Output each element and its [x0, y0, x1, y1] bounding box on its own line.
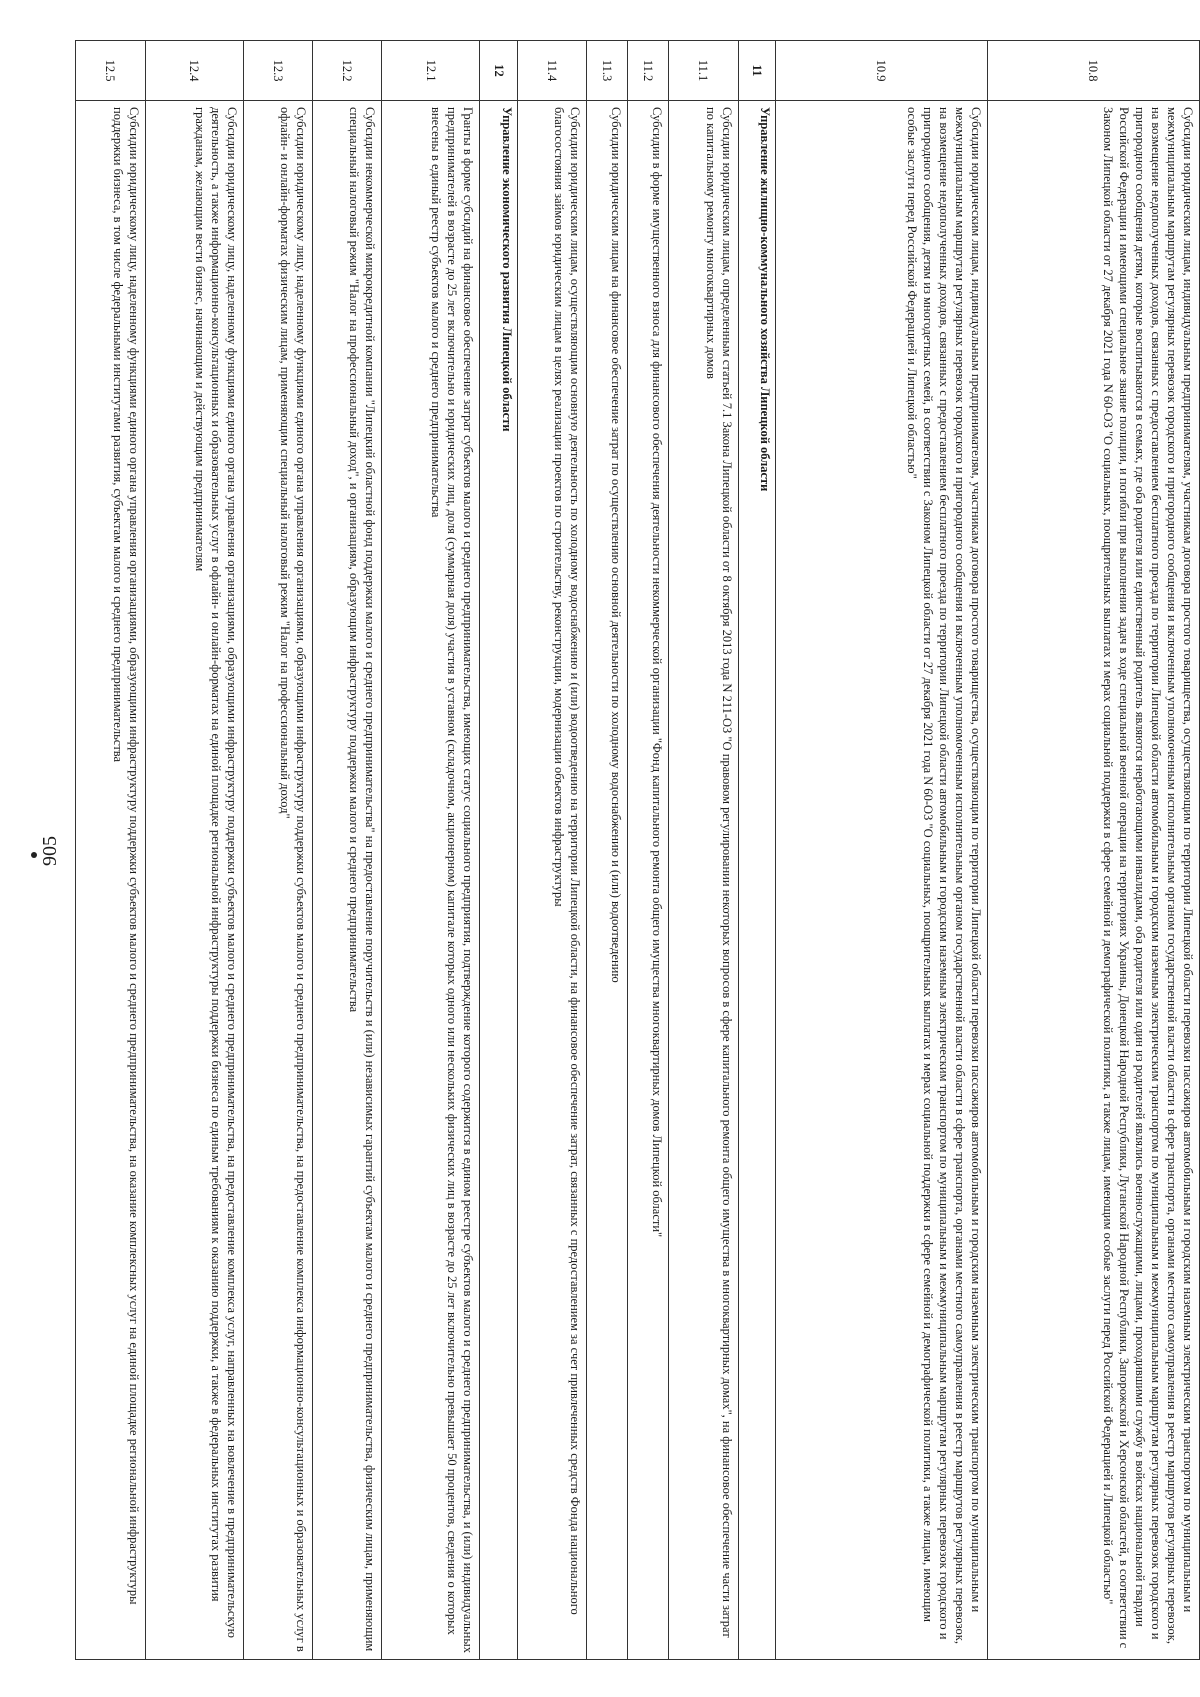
row-text: Субсидии юридическим лицам, осуществляющим основную деятельность по холодному водоснабжению и (или) водоотведению на территории Липецкой области, на финансовое обеспечение затрат, связанных с предоставлением за счет привлеченных средств Фонда национального благосостояния займов юридическим лицам в целях реализации проектов по строительству, реконструкции, модернизации объектов инфраструктуры: [517, 101, 586, 1660]
table-row: [313, 41, 382, 1660]
table-row: [517, 41, 586, 1660]
row-number: 10.9: [776, 41, 988, 101]
row-text: Субсидии юридическим лицам, индивидуальным предпринимателям, участникам договора простого товарищества, осуществляющим по территории Липецкой области перевозки пассажиров автомобильным и городским наземным электрическим транспортом по муниципальным и межмуниципальным маршрутам регулярных перевозок городского и пригородного сообщения и включенным уполномоченным исполнительным органом государственной власти области в сфере транспорта, органами местного самоуправления в реестр маршрутов регулярных перевозок, на возмещение недополученных доходов, связанных с предоставлением бесплатного проезда по территории Липецкой области автомобильным и городским наземным электрическим транспортом по муниципальным и межмуниципальным маршрутам регулярных перевозок городского и пригородного сообщения детям, которые воспитываются в семьях, где оба родителя или единственный родитель являются неработающими инвалидами, оба родителя или один из родителей являлись военнослужащими, лицами, проходившими службу в войсках национальной гвардии Российской Федерации и имеющими специальное звание полиции, и погибли при выполнении задач в ходе специальной военной операции на территориях Украины, Донецкой Народной Республики, Луганской Народной Республики, Запорожской и Херсонской областей, в соответствии с Законом Липецкой области от 27 декабря 2021 года N 60-ОЗ "О социальных, поощрительных выплатах и мерах социальной поддержки в сфере семейной и демографической политики, а также лицам, имеющим особые заслуги перед Российской Федерацией и Липецкой областью": [988, 101, 1200, 1660]
row-number: 11.3: [587, 41, 628, 101]
row-text: Субсидии юридическим лицам, индивидуальным предпринимателям, участникам договора простого товарищества, осуществляющим по территории Липецкой области перевозки пассажиров автомобильным и городским наземным электрическим транспортом по муниципальным и межмуниципальным маршрутам регулярных перевозок городского и пригородного сообщения и включенным уполномоченным исполнительным органом государственной власти области в сфере транспорта, органами местного самоуправления в реестр маршрутов регулярных перевозок, на возмещение недополученных доходов, связанных с предоставлением бесплатного проезда по территории Липецкой области автомобильным и городским наземным электрическим транспортом по муниципальным и межмуниципальным маршрутам регулярных перевозок городского и пригородного сообщения, детям из многодетных семей, в соответствии с Законом Липецкой области от 27 декабря 2021 года N 60-ОЗ "О социальных, поощрительных выплатах и мерах социальной поддержки в сфере семейной и демографической политики, а также лицам, имеющим особые заслуги перед Российской Федерацией и Липецкой областью": [776, 101, 988, 1660]
section-title: Управление жилищно-коммунального хозяйства Липецкой области: [738, 101, 775, 1660]
subsidies-table: [75, 40, 1200, 1660]
table-row: [587, 41, 628, 1660]
table-row: [382, 41, 480, 1660]
row-text: Субсидии юридическому лицу, наделенному функциями единого органа управления организациями, образующими инфраструктуру поддержки субъектов малого и среднего предпринимательства, на предоставление комплекса услуг, направленных на вовлечение в предпринимательскую деятельность, а также информационно-консультационных и образовательных услуг в офлайн- и онлайн-форматах на единой площадке региональной инфраструктуры поддержки бизнеса по единым требованиям к оказанию поддержки, а также в федеральных институтах развития гражданам, желающим вести бизнес, начинающим и действующим предпринимателям: [145, 101, 243, 1660]
page-number: 905: [39, 836, 61, 866]
row-text: Гранты в форме субсидий на финансовое обеспечение затрат субъектов малого и среднего предпринимательства, имеющих статус социального предприятия, подтверждение которого содержится в едином реестре субъектов малого и среднего предпринимательства, и (или) индивидуальных предпринимателей в возрасте до 25 лет включительно и юридических лиц, доля (суммарная доля) участия в уставном (складочном, акционерном) капитале которых одного или нескольких физических лиц в возрасте до 25 лет включительно превышает 50 процентов, сведения о которых внесены в единый реестр субъектов малого и среднего предпринимательства: [382, 101, 480, 1660]
row-number: 12.2: [313, 41, 382, 101]
row-number: 12.3: [243, 41, 312, 101]
table-row: [628, 41, 669, 1660]
row-text: Субсидии юридическим лицам на финансовое обеспечение затрат по осуществлению основной деятельности по холодному водоснабжению и (или) водоотведению: [587, 101, 628, 1660]
table-row: [145, 41, 243, 1660]
rotated-table-container: [75, 40, 1200, 1660]
table-row: [669, 41, 738, 1660]
table-row: [76, 41, 146, 1660]
row-number: 11: [738, 41, 775, 101]
row-number: 11.2: [628, 41, 669, 101]
row-text: Субсидии некоммерческой микрокредитной компании "Липецкий областной фонд поддержки малого и среднего предпринимательства" на предоставление поручительств и (или) независимых гарантий субъектам малого и среднего предпринимательства, физическим лицам, применяющим специальный налоговый режим "Налог на профессиональный доход", и организациям, образующим инфраструктуру поддержки малого и среднего предпринимательства: [313, 101, 382, 1660]
row-number: 12.4: [145, 41, 243, 101]
table-section-row: [738, 41, 775, 1660]
table-body: [76, 41, 1200, 1660]
row-number: 12.1: [382, 41, 480, 101]
table-row: [988, 41, 1200, 1660]
section-title: Управление экономического развития Липецкой области: [480, 101, 517, 1660]
row-number: 12.5: [76, 41, 146, 101]
row-text: Субсидии в форме имущественного взноса для финансового обеспечения деятельности некоммерческой организации "Фонд капитального ремонта общего имущества многоквартирных домов Липецкой области": [628, 101, 669, 1660]
row-number: 10.8: [988, 41, 1200, 101]
row-text: Субсидии юридическому лицу, наделенному функциями единого органа управления организациями, образующими инфраструктуру поддержки субъектов малого и среднего предпринимательства, на оказание комплексных услуг на единой площадке региональной инфраструктуры поддержки бизнеса, в том числе федеральными институтами развития, субъектам малого и среднего предпринимательства: [76, 101, 146, 1660]
row-text: Субсидии юридическому лицу, наделенному функциями единого органа управления организациями, образующими инфраструктуру поддержки субъектов малого и среднего предпринимательства, на предоставление комплекса информационно-консультационных и образовательных услуг в офлайн- и онлайн-форматах физическим лицам, применяющим специальный налоговый режим "Налог на профессиональный доход": [243, 101, 312, 1660]
row-number: 12: [480, 41, 517, 101]
row-text: Субсидии юридическим лицам, определенным статьей 7.1 Закона Липецкой области от 8 октября 2013 года N 211-ОЗ "О правовом регулировании некоторых вопросов в сфере капитального ремонта общего имущества в многоквартирных домах", на финансовое обеспечение части затрат по капитальному ремонту многоквартирных домов: [669, 101, 738, 1660]
table-row: [776, 41, 988, 1660]
table-row: [243, 41, 312, 1660]
table-section-row: [480, 41, 517, 1660]
row-number: 11.4: [517, 41, 586, 101]
row-number: 11.1: [669, 41, 738, 101]
